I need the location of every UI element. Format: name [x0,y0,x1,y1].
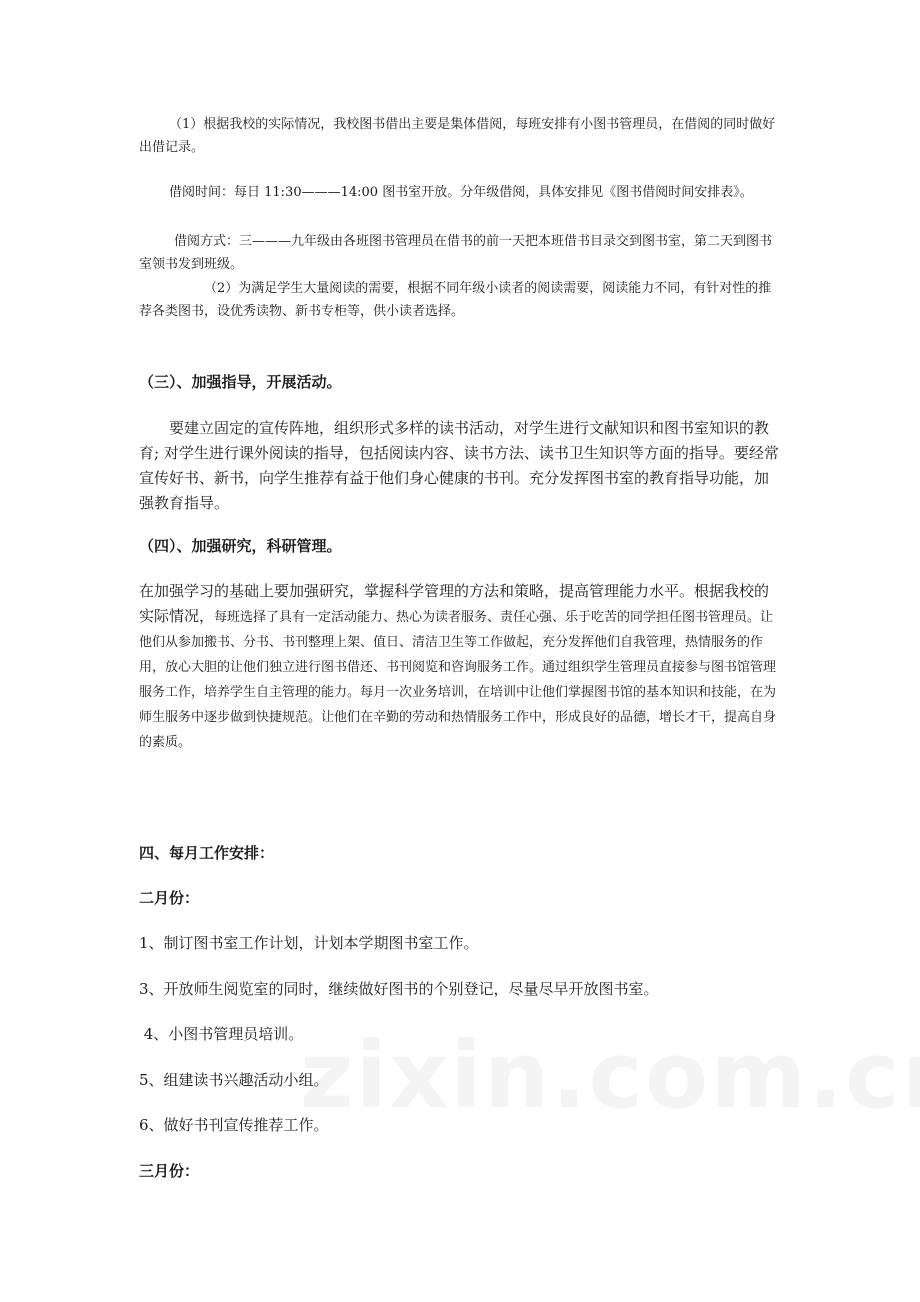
list-item: 1、制订图书室工作计划，计划本学期图书室工作。 [139,934,479,952]
month-label-march: 三月份： [139,1162,200,1180]
paragraph-research-part2: 每班选择了具有一定活动能力、热心为读者服务、责任心强、乐于吃苦的同学担任图书管理员。让他们从参加搬书、分书、书刊整理上架、值日、清洁卫生等工作做起，充分发挥他们自我管理，热情服务的作用，放心大胆的让他们独立进行图书借还、书刊阅览和咨询服务工作。通过组织学生管理员直接参与图书馆管理服务工作，培养学生自主管理的能力。每月一次业务培训，在培训中让他们掌握图书馆的基本知识和技能，在为师生服务中逐步做到快捷规范。让他们在辛勤的劳动和热情服务工作中，形成良好的品德，增长才干，提高自身的素质。 [139,610,777,750]
section-heading-guidance: （三）、加强指导，开展活动。 [139,373,342,391]
paragraph-borrowing-time: 借阅时间：每日 11:30———14:00 图书室开放。分年级借阅，具体安排见《图书借阅时间安排表》。 [169,185,753,200]
section-heading-research: （四）、加强研究，科研管理。 [139,537,342,555]
list-item: 3、开放师生阅览室的同时，继续做好图书的个别登记，尽量尽早开放图书室。 [139,980,659,998]
list-item: 5、组建读书兴趣活动小组。 [139,1071,329,1089]
paragraph-research-part1: 在加强学习的基础上要加强研究，掌握科学管理的方法和策略，提高管理能力水平。根据我校的实际情况， [139,582,770,625]
paragraph-borrowing-method: 借阅方式：三———九年级由各班图书管理员在借书的前一天把本班借书目录交到图书室，第二天到图书室领书发到班级。 [139,234,773,272]
list-item: 6、做好书刊宣传推荐工作。 [139,1116,329,1134]
paragraph-guidance: 要建立固定的宣传阵地，组织形式多样的读书活动，对学生进行文献知识和图书室知识的教育; 对学生进行课外阅读的指导，包括阅读内容、读书方法、读书卫生知识等方面的指导。要经常宣传好书、新书，向学生推荐有益于他们身心健康的书刊。充分发挥图书室的教育指导功能，加强教育指导。 [139,419,779,512]
paragraph-recommend-books: （2）为满足学生大量阅读的需要，根据不同年级小读者的阅读需要，阅读能力不同，有针对性的推荐各类图书，设优秀读物、新书专柜等，供小读者选择。 [139,281,772,319]
month-label-february: 二月份： [139,889,200,907]
schedule-heading: 四、每月工作安排： [139,844,275,862]
list-item: 4、小图书管理员培训。 [139,1025,304,1043]
paragraph-borrowing-overview: （1）根据我校的实际情况，我校图书借出主要是集体借阅，每班安排有小图书管理员，在借阅的同时做好出借记录。 [139,117,776,155]
paragraph-research [139,579,781,754]
